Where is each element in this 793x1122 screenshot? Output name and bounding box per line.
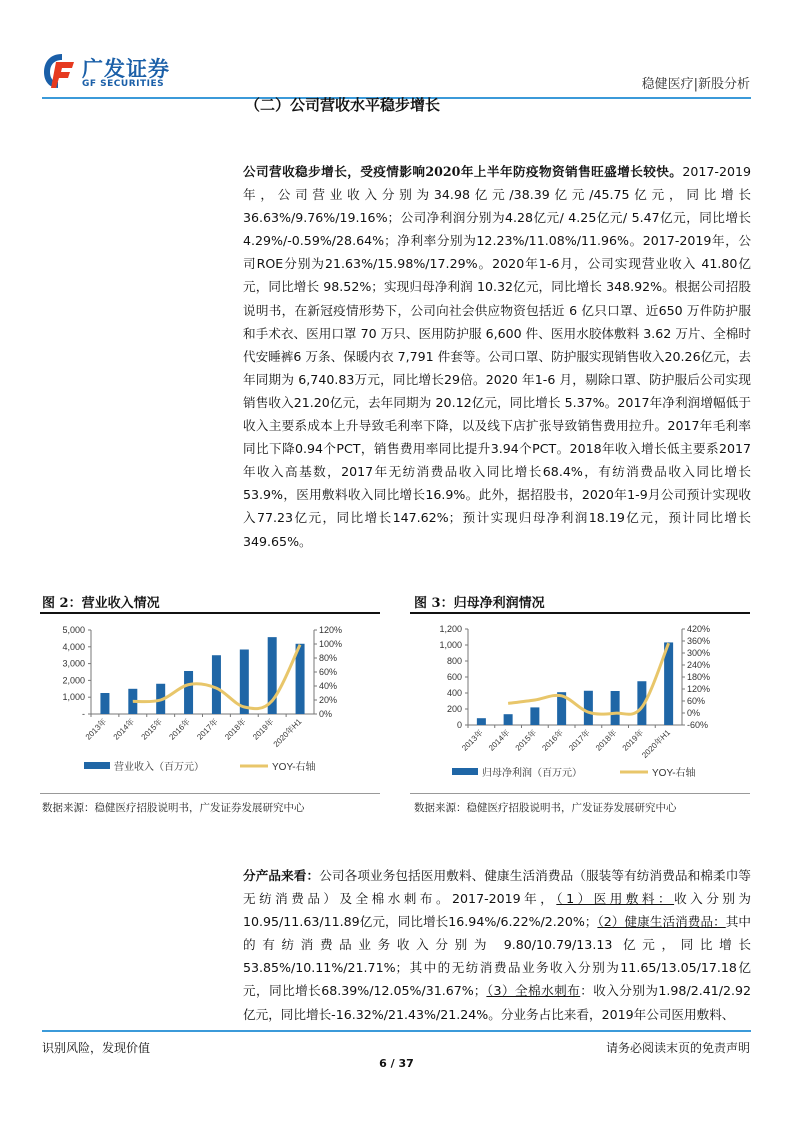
footer-disclaimer: 请务必阅读末页的免责声明 (605, 1041, 750, 1055)
x-tick-label: 2019年 (620, 728, 646, 753)
figure3-bottom-rule (410, 793, 750, 794)
x-tick-label: 2020年H1 (271, 717, 304, 749)
x-tick-label: 2014年 (111, 717, 137, 742)
y-tick-label: 0 (456, 720, 462, 730)
bar (530, 707, 539, 725)
y-tick-label: 1,000 (62, 692, 85, 703)
y2-tick-label: -60% (687, 720, 709, 730)
bar (100, 693, 109, 714)
y-tick-label: - (82, 709, 85, 719)
figure3-rule (410, 612, 750, 614)
y2-tick-label: 180% (687, 672, 711, 682)
y2-tick-label: 300% (687, 648, 711, 658)
x-tick-label: 2016年 (540, 728, 566, 753)
bar (477, 718, 486, 725)
gf-securities-logo (42, 50, 182, 92)
underlined-spunlace: （3）全棉水刺布 (486, 983, 581, 999)
x-tick-label: 2013年 (83, 717, 109, 742)
y-tick-label: 2,000 (62, 675, 85, 686)
y-tick-label: 4,000 (62, 641, 85, 652)
x-tick-label: 2017年 (195, 717, 220, 742)
y-tick-label: 1,000 (439, 640, 462, 650)
footer-divider (42, 1030, 751, 1032)
x-tick-label: 2015年 (513, 728, 539, 753)
bar (504, 714, 513, 725)
y-tick-label: 600 (446, 672, 462, 682)
paragraph-body: 2017-2019年，公司营业收入分别为34.98亿元/38.39亿元/45.75亿元，同比增长36.63%/9.76%/19.16%；公司净利润分别为4.28亿元/ 4.25亿元/ 5.47亿元，同比增长4.29%/-0.59%/28.64%；净利率分别为12.23%/11.08%/11.96%。2017-2019年，公司ROE分别为21.63%/15.98%/17.29%。2020年1-6月，公司实现营业收入 41.80亿元，同比增长 98.52%；实现归母净利润 10.32亿元，同比增长 348.92%。根据公司招股说明书，在新冠疫情形势下，公司向社会供应物资包括近 6 亿只口罩、近650 万件防护服和手术衣、医用口罩 70 万只、医用防护服 6,600 件、医用水胶体敷料 3.62 万片、全棉时代安睡裤6 万条、保暖内衣 7,791 件套等。公司口罩、防护服实现销售收入20.26亿元，去年同期为 6,740.83万元，同比增长29倍。2020 年1-6 月，剔除口罩、防护服后公司实现销售收入21.20亿元，去年同期为 20.12亿元，同比增长 5.37%。2017年净利润增幅低于收入主要系成本上升导致毛利率下降，以及线下店扩张导致销售费用拉升。2017年毛利率同比下降0.94个PCT，销售费用率同比提升3.94个PCT。2018年收入增长低主要系2017年收入高基数，2017年无纺消费品收入同比增长68.4%，有纺消费品收入同比增长53.9%，医用敷料收入同比增长16.9%。此外，据招股书，2020年1-9月公司预计实现收入77.23亿元，同比增长147.62%；预计实现归母净利润18.19亿元，预计同比增长349.65%。 (243, 164, 751, 549)
header-report-type: 稳健医疗|新股分析 (641, 77, 750, 92)
x-tick-label: 2013年 (460, 728, 485, 753)
underlined-consumer-goods: （2）健康生活消费品： (597, 914, 726, 930)
bar (584, 691, 593, 725)
bar (184, 671, 193, 714)
figure2-bottom-rule (40, 793, 380, 794)
y-tick-label: 5,000 (62, 625, 85, 635)
revenue-chart (40, 615, 380, 785)
text-segment: ：收入分别为1.98/2.41/2.92亿元，同比增长-16.32%/21.43%/21.24%。分业务占比来看，2019年公司医用敷料、 (243, 983, 752, 1022)
section-title: （二）公司营收水平稳步增长 (245, 96, 441, 114)
figure2-title: 图 2：营业收入情况 (42, 596, 160, 611)
text-segment: 公司各项业务包括医用敷料、健康生活消费品（服装等有纺消费品和棉柔巾等无纺消费品）及全棉水刺布。2017-2019年， (243, 868, 752, 907)
y2-tick-label: 120% (319, 625, 343, 635)
y-tick-label: 3,000 (62, 658, 85, 669)
x-tick-label: 2020年H1 (640, 728, 673, 760)
legend-bar-label: 归母净利润（百万元） (482, 768, 582, 779)
x-tick-label: 2016年 (167, 717, 192, 742)
figure2-source: 数据来源：稳健医疗招股说明书，广发证券发展研究中心 (42, 802, 305, 814)
legend-line-label: YOY-右轴 (652, 768, 696, 779)
y2-tick-label: 60% (319, 667, 338, 677)
paragraph-segments (243, 864, 751, 1026)
x-tick-label: 2017年 (567, 728, 592, 753)
legend-bar-swatch (452, 768, 478, 775)
bar (611, 691, 620, 725)
y2-tick-label: 0% (687, 708, 701, 718)
y2-tick-label: 240% (687, 660, 711, 670)
x-tick-label: 2018年 (223, 717, 248, 742)
x-tick-label: 2018年 (593, 728, 619, 753)
underlined-medical-dressing: （1）医用敷料： (556, 891, 675, 907)
logo-cn: 广发证券 (82, 57, 170, 81)
legend-bar-label: 营业收入（百万元） (114, 762, 204, 773)
y-tick-label: 200 (446, 704, 462, 714)
y-tick-label: 800 (446, 656, 462, 666)
text-segment: 其中的有纺消费品业务收入分别为 9.80/10.79/13.13 亿元，同比增长53.85%/10.11%/21.71%；其中的无纺消费品业务收入分别为11.65/13.05/17.18亿元，同比增长68.39%/12.05%/31.67%； (243, 914, 751, 999)
y2-tick-label: 20% (319, 695, 338, 705)
net-profit-chart (410, 615, 750, 787)
y2-tick-label: 40% (319, 681, 338, 691)
page-number: 6 / 37 (379, 1057, 414, 1070)
figure3-title: 图 3：归母净利润情况 (414, 596, 545, 611)
y2-tick-label: 60% (687, 696, 706, 706)
figure2-rule (40, 612, 380, 614)
y2-tick-label: 100% (319, 639, 343, 649)
x-tick-label: 2014年 (486, 728, 512, 753)
text-segment: 收入分别为10.95/11.63/11.89亿元，同比增长16.94%/6.22%/2.20%； (243, 891, 752, 930)
y2-tick-label: 0% (319, 709, 333, 719)
y2-tick-label: 360% (687, 636, 711, 646)
y2-tick-label: 120% (687, 684, 711, 694)
x-tick-label: 2019年 (250, 717, 276, 742)
bar (212, 655, 221, 714)
y2-tick-label: 420% (687, 624, 711, 634)
paragraph-lead: 公司营收稳步增长，受疫情影响2020年上半年防疫物资销售旺盛增长较快。 (243, 164, 683, 179)
y2-tick-label: 80% (319, 653, 338, 663)
logo-mark-icon (42, 52, 76, 90)
y-tick-label: 1,200 (439, 624, 462, 634)
footer-slogan: 识别风险，发现价值 (42, 1041, 151, 1055)
legend-line-label: YOY-右轴 (272, 762, 316, 773)
y-tick-label: 400 (446, 688, 462, 698)
legend-bar-swatch (84, 762, 110, 769)
x-tick-label: 2015年 (139, 717, 165, 742)
paragraph-lead: 分产品来看： (243, 868, 320, 883)
paragraph-revenue (243, 160, 751, 553)
figure3-source: 数据来源：稳健医疗招股说明书，广发证券发展研究中心 (414, 802, 677, 814)
logo-en: GF SECURITIES (82, 79, 165, 89)
